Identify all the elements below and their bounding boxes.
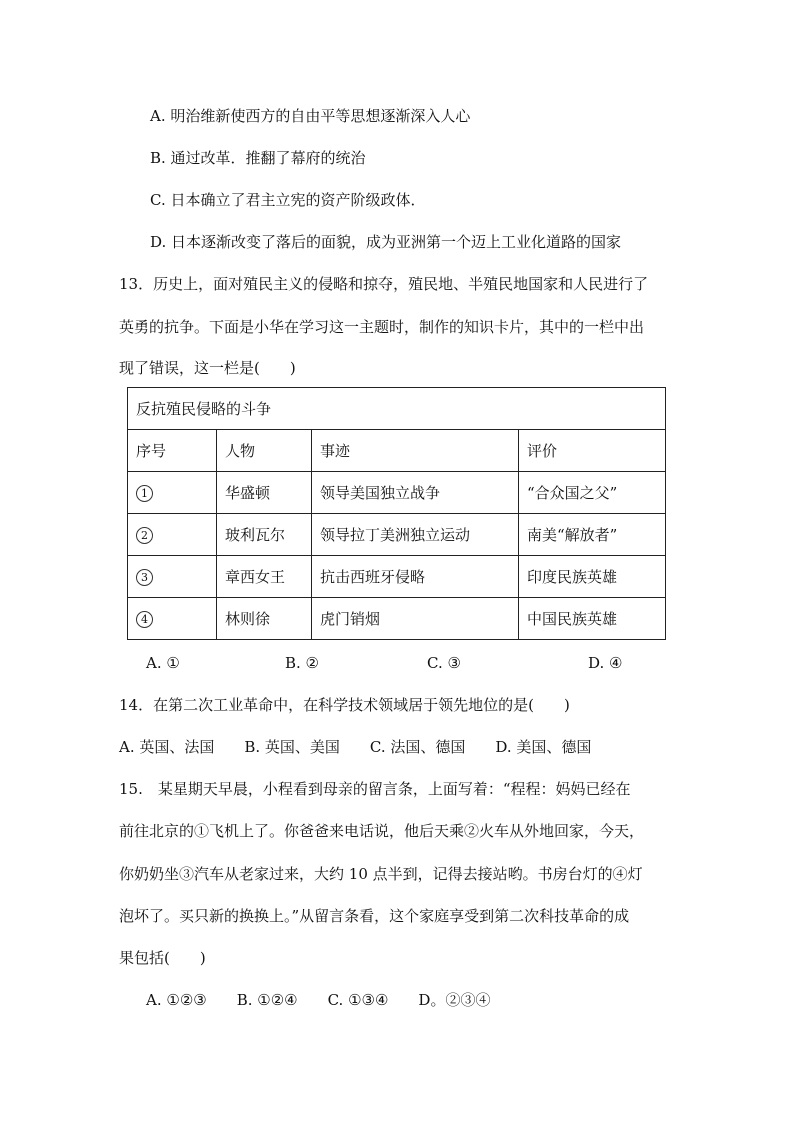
- q13-stem-line-2: 英勇的抗争。下面是小华在学习这一主题时，制作的知识卡片，其中的一栏中出: [119, 318, 645, 336]
- table-row: [128, 514, 666, 556]
- table-title: 反抗殖民侵略的斗争: [128, 388, 666, 430]
- table-header-row: [128, 430, 666, 472]
- row-deed: 领导美国独立战争: [312, 472, 519, 514]
- header-evaluation: 评价: [519, 430, 666, 472]
- q13-option-b: B. ②: [285, 654, 320, 672]
- q12-option-b: B. 通过改革．推翻了幕府的统治: [150, 149, 366, 167]
- q15-stem-line-5: 果包括( ): [119, 949, 206, 967]
- table-row: [128, 472, 666, 514]
- table-title-row: [128, 388, 666, 430]
- row-evaluation: 印度民族英雄: [519, 556, 666, 598]
- knowledge-card-table: [127, 387, 666, 640]
- row-person: 玻利瓦尔: [217, 514, 312, 556]
- q15-stem-line-3: 你奶奶坐③汽车从老家过来，大约 10 点半到，记得去接站哟。书房台灯的④灯: [119, 865, 643, 883]
- q15-stem-line-4: 泡坏了。买只新的换换上。”从留言条看，这个家庭享受到第二次科技革命的成: [119, 907, 630, 925]
- q13-option-d: D. ④: [588, 654, 623, 672]
- q13-option-c: C. ③: [427, 654, 461, 672]
- q15-stem-line-1: 15. 某星期天早晨，小程看到母亲的留言条，上面写着：“程程：妈妈已经在: [119, 780, 631, 798]
- row-person: 章西女王: [217, 556, 312, 598]
- q12-option-a: A. 明治维新使西方的自由平等思想逐渐深入人心: [150, 107, 471, 125]
- q14-stem: 14．在第二次工业革命中，在科学技术领域居于领先地位的是( ): [119, 696, 570, 714]
- header-person: 人物: [217, 430, 312, 472]
- row-number: 2: [136, 527, 153, 544]
- q12-option-d: D. 日本逐渐改变了落后的面貌，成为亚洲第一个迈上工业化道路的国家: [150, 233, 622, 251]
- row-person: 林则徐: [217, 598, 312, 640]
- row-evaluation: 南美“解放者”: [519, 514, 666, 556]
- row-evaluation: “合众国之父”: [519, 472, 666, 514]
- q13-stem-line-3: 现了错误，这一栏是( ): [119, 359, 296, 377]
- row-person: 华盛顿: [217, 472, 312, 514]
- row-deed: 虎门销烟: [312, 598, 519, 640]
- q13-option-a: A. ①: [146, 654, 180, 672]
- row-evaluation: 中国民族英雄: [519, 598, 666, 640]
- row-number: 4: [136, 611, 153, 628]
- table-row: [128, 598, 666, 640]
- q13-stem-line-1: 13．历史上，面对殖民主义的侵略和掠夺，殖民地、半殖民地国家和人民进行了: [119, 275, 649, 293]
- q12-option-c: C. 日本确立了君主立宪的资产阶级政体．: [150, 191, 426, 209]
- row-deed: 抗击西班牙侵略: [312, 556, 519, 598]
- q15-stem-line-2: 前往北京的①飞机上了。你爸爸来电话说，他后天乘②火车从外地回家，今天，: [119, 822, 645, 840]
- row-number: 3: [136, 569, 153, 586]
- table-row: [128, 556, 666, 598]
- q14-options: A. 英国、法国 B. 英国、美国 C. 法国、德国 D. 美国、德国: [119, 738, 592, 756]
- row-deed: 领导拉丁美洲独立运动: [312, 514, 519, 556]
- q15-options: A. ①②③ B. ①②④ C. ①③④ D。②③④: [146, 991, 491, 1009]
- header-deed: 事迹: [312, 430, 519, 472]
- row-number: 1: [136, 485, 153, 502]
- header-number: 序号: [128, 430, 217, 472]
